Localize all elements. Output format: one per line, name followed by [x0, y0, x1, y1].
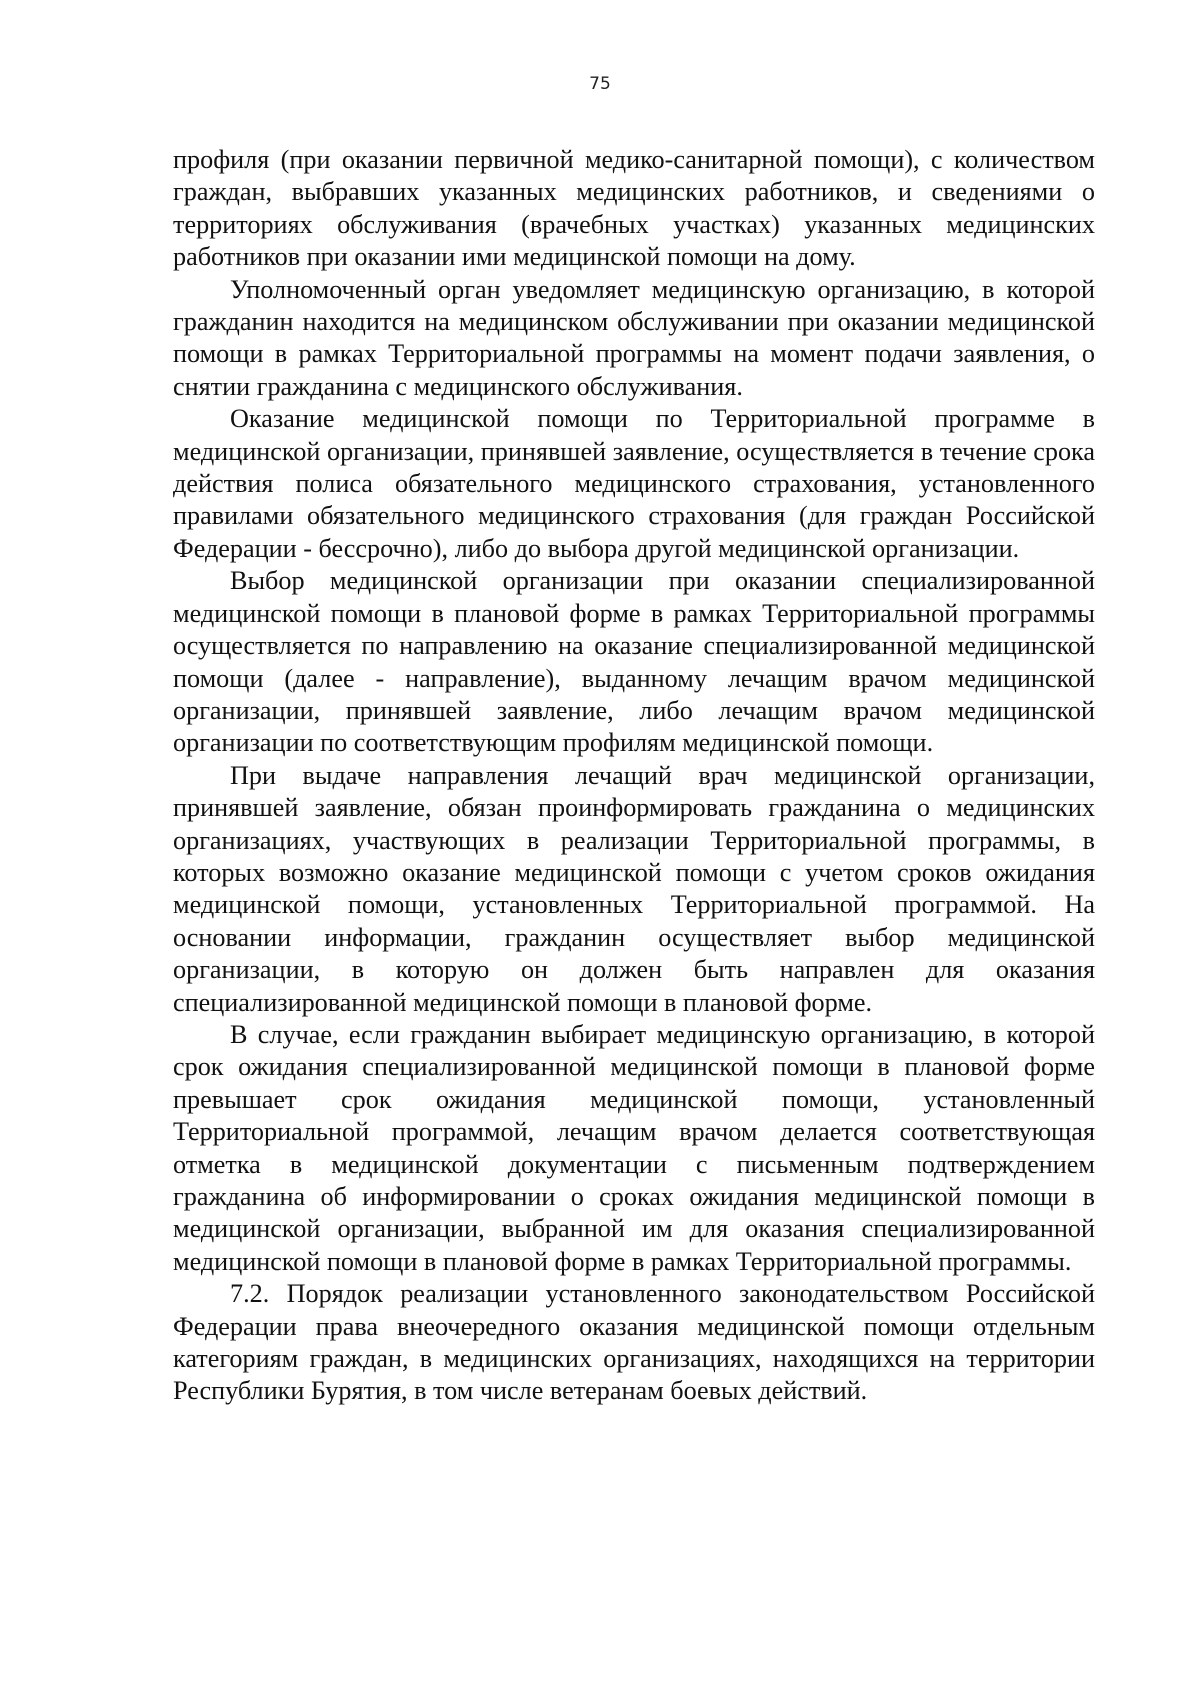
page-number: 75: [589, 74, 611, 94]
paragraph-waiting-time: В случае, если гражданин выбирает медицинскую организацию, в которой срок ожидания специализированной медицинской помощи в плановой форме превышает срок ожидания медицинской помощи, установленный Территориальной программой, лечащим врачом делается соответствующая отметка в медицинской документации с письменным подтверждением гражданина об информировании о сроках ожидания медицинской помощи в медицинской организации, выбранной им для оказания специализированной медицинской помощи в плановой форме в рамках Территориальной программы.: [173, 1019, 1095, 1276]
paragraph-care-provision: Оказание медицинской помощи по Территориальной программе в медицинской организации, принявшей заявление, осуществляется в течение срока действия полиса обязательного медицинского страхования, установленного правилами обязательного медицинского страхования (для граждан Российской Федерации - бессрочно), либо до выбора другой медицинской организации.: [173, 404, 1095, 563]
paragraph-notification: Уполномоченный орган уведомляет медицинскую организацию, в которой гражданин находится на медицинском обслуживании при оказании медицинской помощи в рамках Территориальной программы на момент подачи заявления, о снятии гражданина с медицинского обслуживания.: [173, 274, 1095, 401]
body-text: [173, 144, 1095, 1408]
paragraph-continuation: профиля (при оказании первичной медико-санитарной помощи), с количеством граждан, выбравших указанных медицинских работников, и сведениями о территориях обслуживания (врачебных участках) указанных медицинских работников при оказании ими медицинской помощи на дому.: [173, 145, 1095, 272]
paragraph-referral: При выдаче направления лечащий врач медицинской организации, принявшей заявление, обязан проинформировать гражданина о медицинских организациях, участвующих в реализации Территориальной программы, в которых возможно оказание медицинской помощи с учетом сроков ожидания медицинской помощи, установленных Территориальной программой. На основании информации, гражданин осуществляет выбор медицинской организации, в которую он должен быть направлен для оказания специализированной медицинской помощи в плановой форме.: [173, 760, 1095, 1017]
paragraph-section-7-2: 7.2. Порядок реализации установленного законодательством Российской Федерации права внеочередного оказания медицинской помощи отдельным категориям граждан, в медицинских организациях, находящихся на территории Республики Бурятия, в том числе ветеранам боевых действий.: [173, 1279, 1095, 1406]
paragraph-organization-choice: Выбор медицинской организации при оказании специализированной медицинской помощи в плановой форме в рамках Территориальной программы осуществляется по направлению на оказание специализированной медицинской помощи (далее - направление), выданному лечащим врачом медицинской организации, принявшей заявление, либо лечащим врачом медицинской организации по соответствующим профилям медицинской помощи.: [173, 566, 1095, 758]
